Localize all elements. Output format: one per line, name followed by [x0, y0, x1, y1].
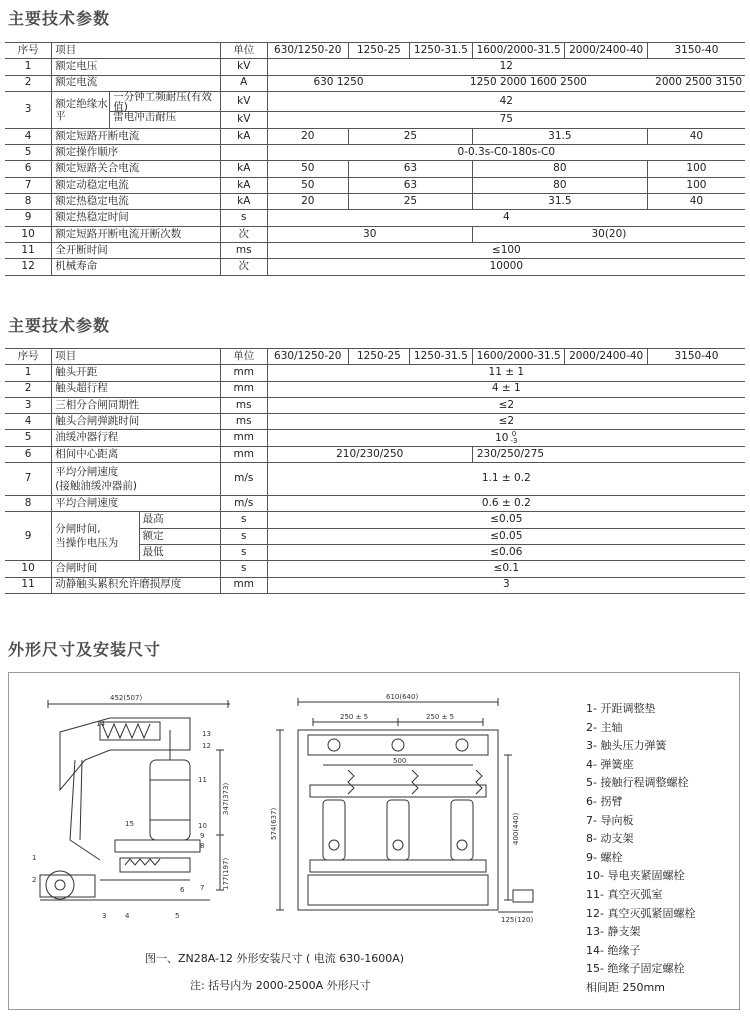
row-value: 100	[647, 177, 745, 193]
row-item: 额定短路开断电流	[52, 128, 221, 144]
row-no: 2	[5, 75, 52, 91]
row-value: ≤2	[267, 397, 745, 413]
row-subitem: 最低	[139, 544, 220, 560]
row-no: 5	[5, 145, 52, 161]
row-no: 12	[5, 259, 52, 275]
value-main: 10	[495, 432, 509, 445]
row-unit: m/s	[220, 463, 267, 496]
spec-table-1	[5, 42, 745, 276]
row-item: 触头开距	[52, 365, 221, 381]
table-row	[5, 226, 745, 242]
header-cell: 2000/2400-40	[565, 349, 647, 365]
table-row	[5, 161, 745, 177]
section3-title: 外形尺寸及安装尺寸	[8, 640, 162, 659]
row-item-line: 当操作电压为	[55, 537, 119, 550]
row-value: ≤100	[267, 242, 745, 258]
row-item: 触头超行程	[52, 381, 221, 397]
parts-legend	[586, 700, 695, 998]
side-view-drawing	[30, 690, 230, 935]
row-subitem: 雷电冲击耐压	[113, 110, 177, 123]
header-cell: 1250-25	[348, 43, 409, 59]
row-value: 80	[472, 177, 647, 193]
row-no: 10	[5, 226, 52, 242]
section1-title: 主要技术参数	[8, 9, 111, 28]
table-row	[5, 496, 745, 512]
row-value: 4 ± 1	[267, 381, 745, 397]
table-row	[5, 397, 745, 413]
row-unit: mm	[220, 381, 267, 397]
row-value: 80	[472, 161, 647, 177]
header-cell: 项目	[52, 43, 221, 59]
side-label: 10	[198, 822, 207, 830]
row-no: 4	[5, 128, 52, 144]
row-value: 25	[348, 128, 472, 144]
row-value: 1.1 ± 0.2	[267, 463, 745, 496]
row-unit: s	[220, 512, 267, 528]
legend-item: 11- 真空灭弧室	[586, 887, 663, 901]
table-row	[5, 59, 745, 75]
row-unit: s	[220, 561, 267, 577]
row-item: 额定短路关合电流	[52, 161, 221, 177]
side-label: 4	[125, 912, 130, 920]
header-cell: 单位	[220, 43, 267, 59]
header-cell: 1600/2000-31.5	[472, 349, 565, 365]
header-cell: 3150-40	[647, 43, 745, 59]
row-value: 0-0.3s-C0-180s-C0	[267, 145, 745, 161]
row-unit: 次	[220, 259, 267, 275]
row-no: 8	[5, 496, 52, 512]
row-item: 额定电流	[52, 75, 221, 91]
row-value: 1250 2000 1600 2500	[409, 75, 647, 91]
figure-caption: 图一、ZN28A-12 外形安装尺寸 ( 电流 630-1600A)	[145, 952, 405, 965]
side-label: 5	[175, 912, 180, 920]
row-unit: m/s	[220, 496, 267, 512]
row-value: 230/250/275	[472, 446, 745, 462]
row-unit: kV	[220, 91, 267, 111]
row-no: 9	[5, 210, 52, 226]
table-row	[5, 242, 745, 258]
legend-item: 15- 绝缘子固定螺栓	[586, 962, 685, 976]
row-item: 额定短路开断电流开断次数	[52, 226, 221, 242]
legend-item: 5- 接触行程调整螺栓	[586, 776, 689, 790]
side-label: 11	[198, 776, 207, 784]
row-unit: kV	[220, 59, 267, 75]
legend-item: 7- 导向板	[586, 813, 634, 827]
row-unit: kA	[220, 161, 267, 177]
row-value: 0.6 ± 0.2	[267, 496, 745, 512]
row-no: 1	[5, 59, 52, 75]
row-unit: A	[220, 75, 267, 91]
dim-front-height: 574(637)	[270, 807, 278, 840]
row-item: 机械寿命	[52, 259, 221, 275]
row-value: 12	[267, 59, 745, 75]
dim-front-pitch1: 250 ± 5	[340, 713, 369, 721]
row-unit: ms	[220, 414, 267, 430]
row-no: 9	[5, 512, 52, 561]
header-cell: 序号	[5, 349, 52, 365]
row-item: 相间中心距离	[52, 446, 221, 462]
value-tolerance-upper: 0	[511, 430, 517, 439]
legend-item: 12- 真空灭弧紧固螺栓	[586, 906, 696, 920]
spec-table-2	[5, 348, 745, 594]
row-no: 6	[5, 446, 52, 462]
side-label: 14	[96, 720, 105, 728]
row-unit: kV	[220, 112, 267, 129]
side-label: 9	[200, 832, 205, 840]
header-cell: 1250-31.5	[409, 43, 472, 59]
header-cell: 单位	[220, 349, 267, 365]
side-label: 12	[202, 742, 211, 750]
row-value: 4	[267, 210, 745, 226]
row-item: 额定操作顺序	[52, 145, 221, 161]
side-label: 3	[102, 912, 107, 920]
dim-side-h1: 347(373)	[222, 782, 230, 815]
row-unit: mm	[220, 446, 267, 462]
row-item	[52, 463, 221, 496]
figure-note: 注: 括号内为 2000-2500A 外形尺寸	[190, 979, 371, 992]
row-no: 8	[5, 194, 52, 210]
row-value: 75	[267, 112, 745, 129]
row-item: 三相分合闸同期性	[52, 397, 221, 413]
table-row	[5, 561, 745, 577]
table-row	[5, 145, 745, 161]
row-item: 全开断时间	[52, 242, 221, 258]
table-row	[5, 194, 745, 210]
table-row	[5, 128, 745, 144]
row-unit	[220, 145, 267, 161]
row-value: 42	[267, 91, 745, 111]
row-unit: kA	[220, 177, 267, 193]
row-item-line: 平均分闸速度	[55, 465, 119, 478]
row-unit: s	[220, 528, 267, 544]
section2-title: 主要技术参数	[8, 316, 111, 335]
header-cell: 1250-25	[348, 349, 409, 365]
row-subitem: 最高	[139, 512, 220, 528]
row-value: 11 ± 1	[267, 365, 745, 381]
row-unit: s	[220, 210, 267, 226]
row-item: 合闸时间	[52, 561, 221, 577]
legend-item: 6- 拐臂	[586, 794, 623, 808]
row-value: 63	[348, 177, 472, 193]
row-item: 额定热稳定电流	[52, 194, 221, 210]
row-no: 3	[5, 91, 52, 128]
row-no: 2	[5, 381, 52, 397]
dim-front-pitch2: 250 ± 5	[426, 713, 455, 721]
table-row	[5, 414, 745, 430]
row-unit: ms	[220, 242, 267, 258]
row-subitem: 额定	[139, 528, 220, 544]
side-label: 13	[202, 730, 211, 738]
table-header-row	[5, 349, 745, 365]
table-row	[5, 577, 745, 593]
row-unit: kA	[220, 128, 267, 144]
legend-item: 1- 开距调整垫	[586, 702, 656, 715]
row-value: 63	[348, 161, 472, 177]
row-unit: 次	[220, 226, 267, 242]
row-unit: mm	[220, 430, 267, 446]
row-value: 20	[267, 128, 348, 144]
side-label: 8	[200, 842, 205, 850]
legend-item: 13- 静支架	[586, 925, 641, 939]
row-value: 40	[647, 128, 745, 144]
table-row	[5, 430, 745, 446]
row-no: 7	[5, 463, 52, 496]
row-item: 额定热稳定时间	[52, 210, 221, 226]
row-value: 2000 2500 3150	[647, 75, 745, 91]
row-value: ≤0.05	[267, 512, 745, 528]
table-header-row	[5, 43, 745, 59]
side-label: 7	[200, 884, 205, 892]
row-no: 6	[5, 161, 52, 177]
row-value: ≤0.1	[267, 561, 745, 577]
row-value: 10000	[267, 259, 745, 275]
row-item: 油缓冲器行程	[52, 430, 221, 446]
row-no: 10	[5, 561, 52, 577]
side-label: 6	[180, 886, 185, 894]
header-cell: 序号	[5, 43, 52, 59]
header-cell: 1600/2000-31.5	[472, 43, 565, 59]
header-cell: 1250-31.5	[409, 349, 472, 365]
row-value: 20	[267, 194, 348, 210]
row-item: 动静触头累积允许磨损厚度	[52, 577, 221, 593]
row-item-line: 分闸时间,	[55, 522, 101, 535]
side-label: 15	[125, 820, 134, 828]
row-value: 3	[267, 577, 745, 593]
table-row	[5, 381, 745, 397]
row-item-group	[52, 91, 221, 128]
table-row	[5, 177, 745, 193]
legend-item: 9- 螺栓	[586, 850, 623, 864]
table-row	[5, 512, 745, 528]
dim-front-width: 610(640)	[386, 693, 419, 701]
row-value: ≤0.06	[267, 544, 745, 560]
table-row	[5, 75, 745, 91]
dim-side-width: 452(507)	[110, 694, 143, 702]
row-unit: mm	[220, 365, 267, 381]
row-value: ≤0.05	[267, 528, 745, 544]
row-no: 1	[5, 365, 52, 381]
row-value: ≤2	[267, 414, 745, 430]
legend-item: 相间距 250mm	[586, 980, 665, 994]
row-item	[52, 512, 139, 561]
row-unit: kA	[220, 194, 267, 210]
legend-item: 3- 触头压力弹簧	[586, 739, 667, 753]
side-label: 1	[32, 854, 37, 862]
header-cell: 630/1250-20	[267, 349, 348, 365]
row-unit: ms	[220, 397, 267, 413]
row-no: 11	[5, 242, 52, 258]
legend-item: 8- 动支架	[586, 832, 634, 846]
front-view-drawing	[268, 690, 558, 935]
row-no: 4	[5, 414, 52, 430]
row-value: 50	[267, 161, 348, 177]
row-value: 100	[647, 161, 745, 177]
side-label: 2	[32, 876, 37, 884]
row-no: 11	[5, 577, 52, 593]
row-item: 额定绝缘水平	[52, 92, 110, 128]
legend-item: 2- 主轴	[586, 720, 623, 734]
row-value: 630 1250	[267, 75, 409, 91]
row-subitem: 一分钟工频耐压(有效值)	[110, 92, 220, 112]
row-value	[267, 430, 745, 446]
table-row	[5, 259, 745, 275]
table-row	[5, 210, 745, 226]
header-cell: 630/1250-20	[267, 43, 348, 59]
row-value: 40	[647, 194, 745, 210]
dim-front-right-h: 400(440)	[512, 812, 520, 845]
row-value: 30(20)	[472, 226, 745, 242]
row-value: 25	[348, 194, 472, 210]
row-unit: mm	[220, 577, 267, 593]
row-value: 31.5	[472, 194, 647, 210]
row-value: 210/230/250	[267, 446, 472, 462]
value-tolerance-lower: -3	[510, 437, 518, 446]
table-row	[5, 463, 745, 496]
header-cell: 2000/2400-40	[565, 43, 647, 59]
row-value: 50	[267, 177, 348, 193]
row-unit: s	[220, 544, 267, 560]
row-item: 额定动稳定电流	[52, 177, 221, 193]
row-item: 触头合闸弹跳时间	[52, 414, 221, 430]
row-value: 31.5	[472, 128, 647, 144]
table-row	[5, 91, 745, 111]
row-no: 3	[5, 397, 52, 413]
row-item: 平均合闸速度	[52, 496, 221, 512]
row-item: 额定电压	[52, 59, 221, 75]
header-cell: 项目	[52, 349, 221, 365]
legend-item: 4- 弹簧座	[586, 757, 634, 771]
row-no: 5	[5, 430, 52, 446]
dim-front-inner: 500	[393, 757, 407, 765]
row-value: 30	[267, 226, 472, 242]
legend-item: 10- 导电夹紧固螺栓	[586, 869, 685, 883]
row-item-line: (接触油缓冲器前)	[55, 480, 137, 493]
table-row	[5, 365, 745, 381]
row-no: 7	[5, 177, 52, 193]
header-cell: 3150-40	[647, 349, 745, 365]
table-row	[5, 446, 745, 462]
dim-side-h2: 177(197)	[222, 857, 230, 890]
dim-front-base: 125(120)	[501, 916, 534, 924]
legend-item: 14- 绝缘子	[586, 943, 641, 957]
